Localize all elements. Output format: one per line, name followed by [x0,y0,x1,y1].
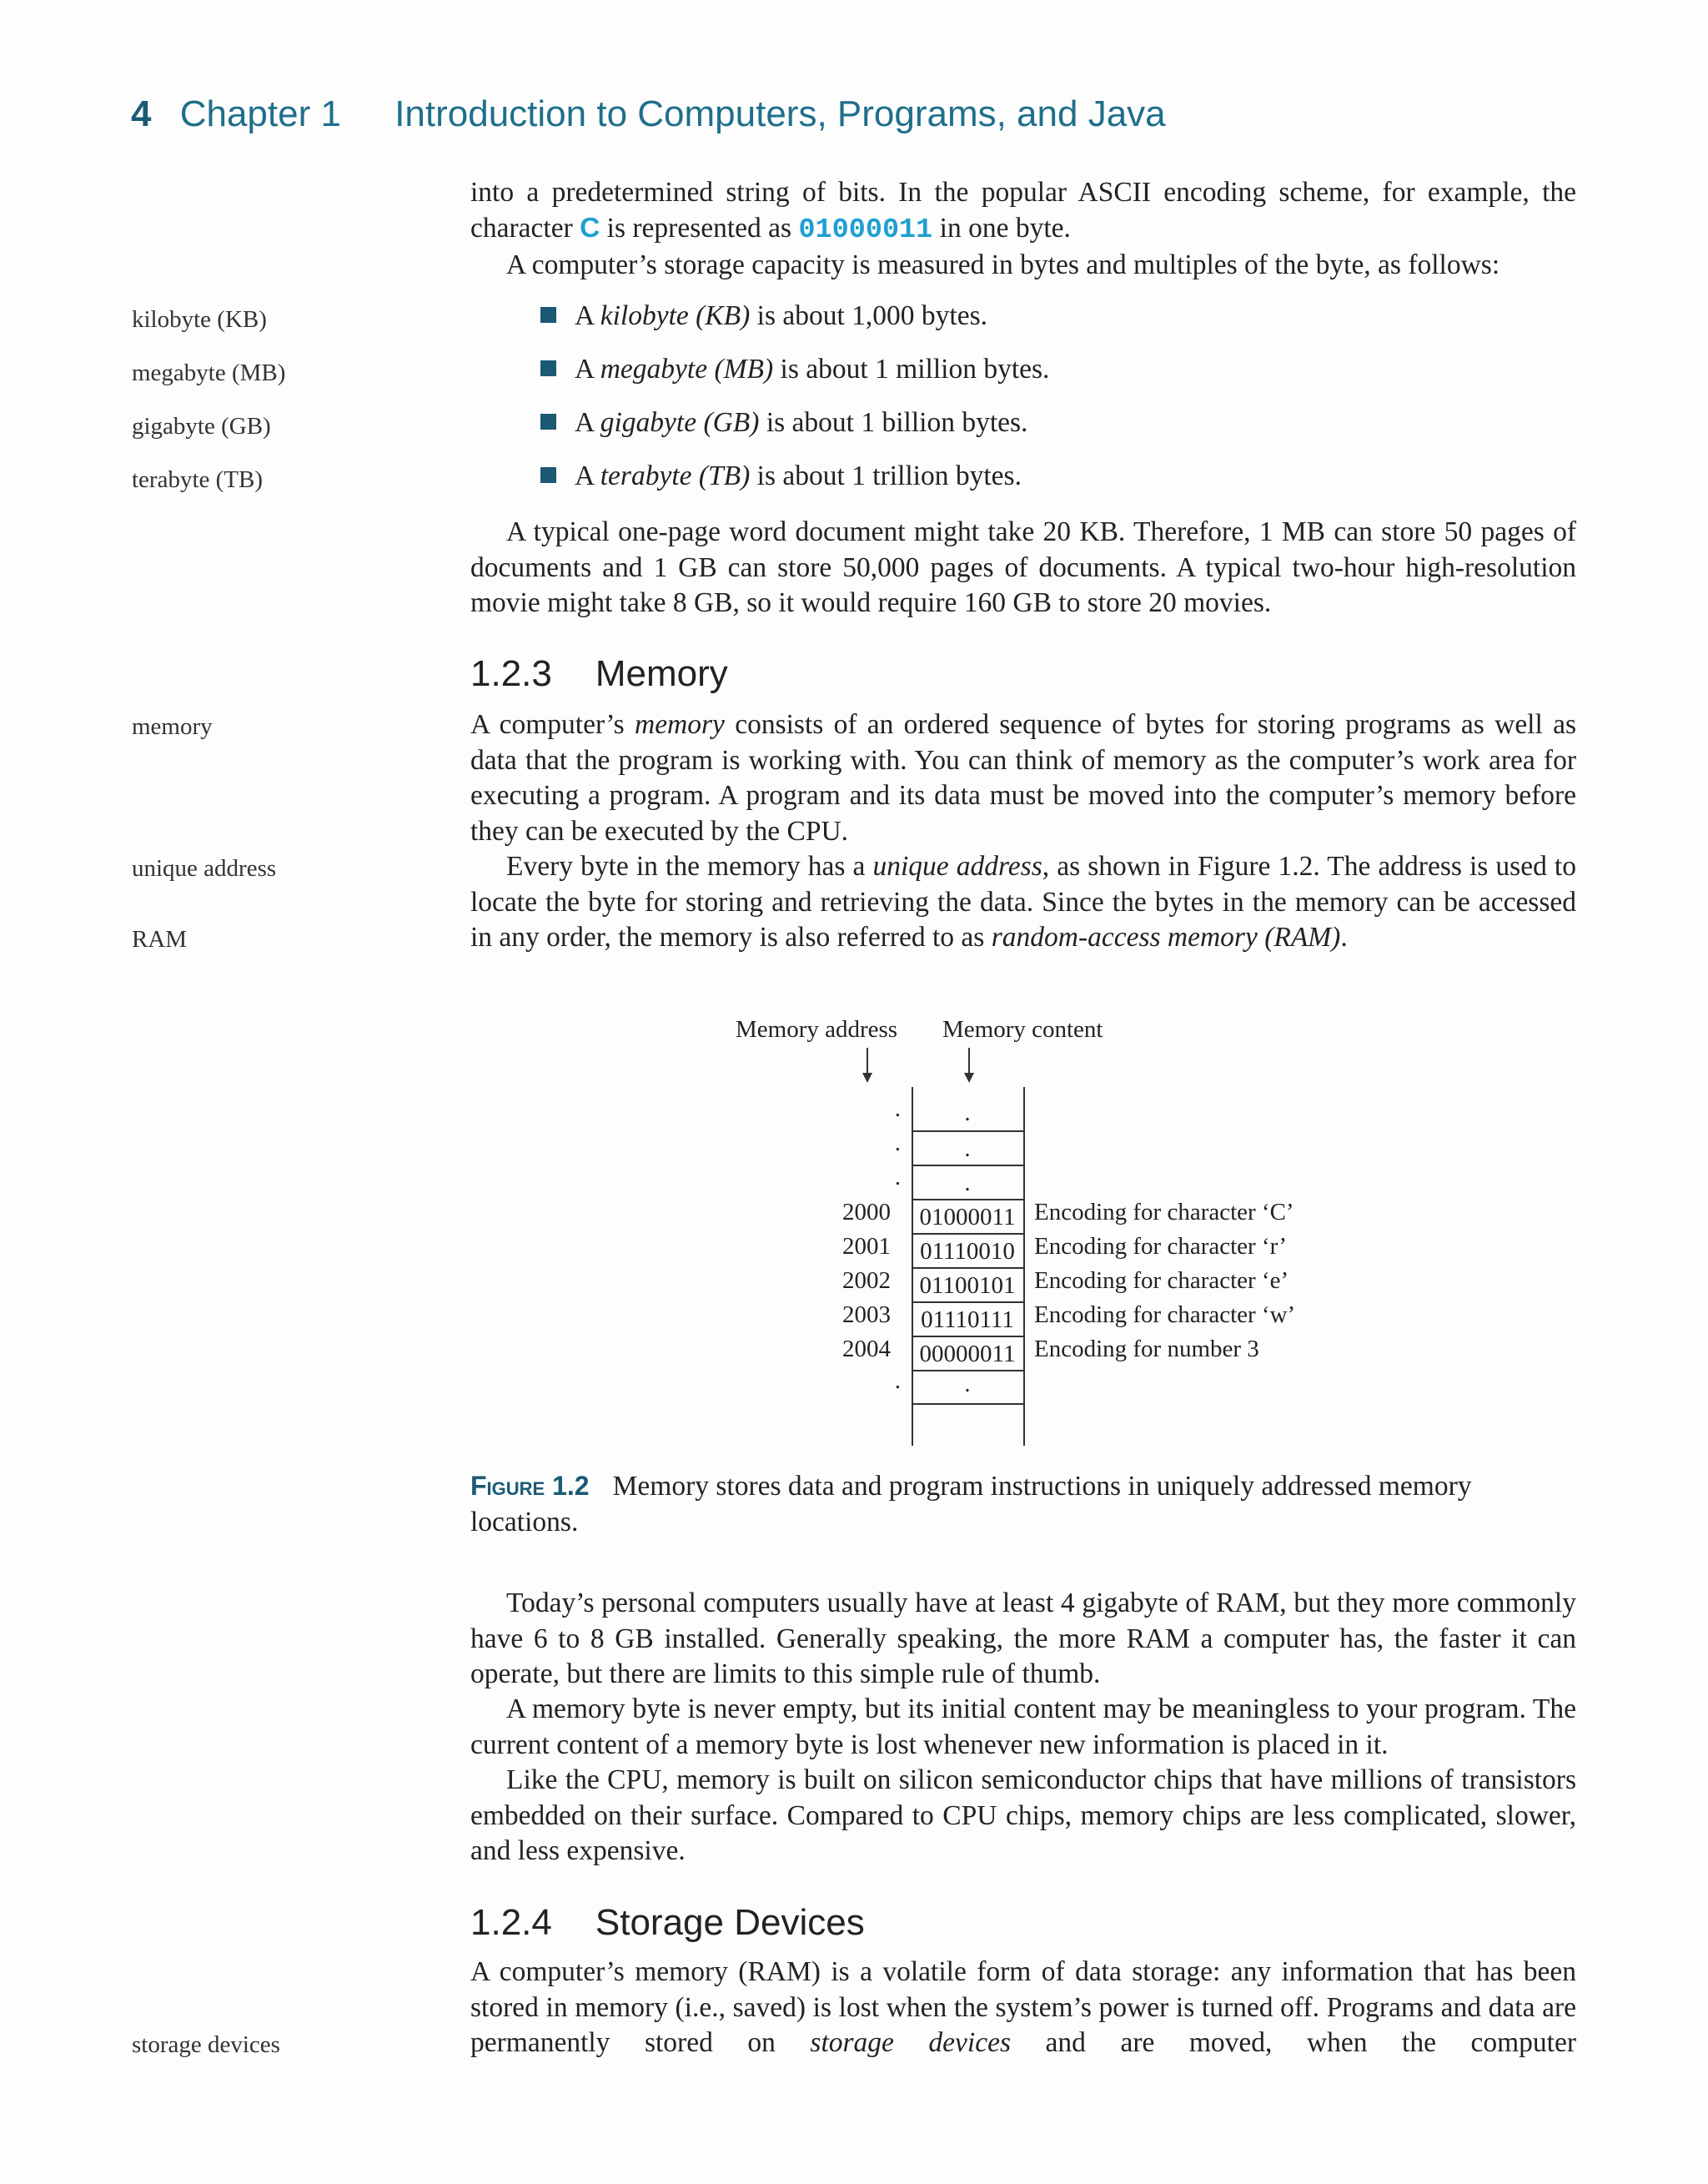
intro-line-3: A computer’s storage capacity is measured in bytes and multiples of the byte, as follows: [506,249,1500,280]
page-number: 4 [131,93,152,134]
address-ellipsis: . [894,1130,901,1156]
paragraph-memory-definition: A computer’s memory consists of an ordered sequence of bytes for storing programs as well as data that the program is working with. You can think of memory as the computer’s work area for executing a program. A program and its data must be moved into the computer’s memory before they can be executed by the CPU. [470,709,1576,847]
intro-paragraph [470,175,1576,284]
margin-note-memory: memory [132,713,213,740]
memory-cell-2002: 01100101 [912,1267,1023,1302]
chapter-label: Chapter 1 [179,93,341,134]
bits-code: 01000011 [798,214,933,246]
margin-note-unique-address: unique address [132,855,277,882]
bullet-square-icon [540,414,556,430]
memory-cell-2004: 00000011 [912,1336,1023,1371]
margin-note-kilobyte: kilobyte (KB) [132,306,267,333]
memory-desc-2000: Encoding for character ‘C’ [1034,1199,1294,1225]
memory-desc-2002: Encoding for character ‘e’ [1034,1267,1289,1294]
margin-note-storage-devices: storage devices [132,2031,280,2058]
memory-desc-2001: Encoding for character ‘r’ [1034,1233,1287,1260]
bullet-kilobyte: A kilobyte (KB) is about 1,000 bytes. [540,300,987,332]
margin-note-terabyte: terabyte (TB) [132,466,264,493]
label-memory-address: Memory address [736,1016,898,1043]
label-memory-content: Memory content [942,1016,1103,1043]
memory-cell-ellipsis: . [964,1100,971,1126]
memory-address-2001: 2001 [842,1233,891,1260]
paragraph-unique-address: Every byte in the memory has a unique address, as shown in Figure 1.2. The address is used to locate the byte for storing and retrieving the data. Since the bytes in the memory can be accessed in any order, the memory is also referred to as random-access memory (RAM). [470,851,1576,953]
memory-cell-2000: 01000011 [912,1199,1023,1234]
memory-address-2002: 2002 [842,1267,891,1294]
address-ellipsis: . [894,1095,901,1122]
margin-note-gigabyte: gigabyte (GB) [132,413,271,440]
bullet-megabyte: A megabyte (MB) is about 1 million bytes. [540,354,1049,385]
running-header [131,93,1166,135]
memory-address-2000: 2000 [842,1199,891,1225]
figure-number: Figure 1.2 [470,1471,590,1501]
memory-cell-2001: 01110010 [912,1233,1023,1268]
section-heading-storage-devices: 1.2.4 Storage Devices [470,1902,865,1943]
intro-line-1: into a predetermined string of bits. In the popular ASCII encoding scheme, for example, the [470,177,1576,208]
arrow-address-icon [862,1048,872,1083]
bullet-square-icon [540,307,556,323]
paragraph-typical-document: A typical one-page word document might take 20 KB. Therefore, 1 MB can store 50 pages of documents and 1 GB can store 50,000 pages of documents. A typical two-hour high-resolution movie might take 8 GB, so it would require 160 GB to store 20 movies. [470,516,1576,618]
arrow-content-icon [964,1048,974,1083]
bullet-square-icon [540,467,556,483]
memory-cell-ellipsis: . [912,1130,1023,1165]
memory-cell-2003: 01110111 [912,1301,1023,1336]
memory-cell-ellipsis: . [912,1165,1023,1200]
memory-desc-2004: Encoding for number 3 [1034,1336,1259,1362]
paragraph-todays-computers: Today’s personal computers usually have at least 4 gigabyte of RAM, but they more commonly have 6 to 8 GB installed. Generally speaking, the more RAM a computer has, the faster it can operate, but there are limits to this simple rule of thumb. [470,1588,1576,1689]
bullet-terabyte: A terabyte (TB) is about 1 trillion bytes. [540,460,1022,492]
bullet-square-icon [540,360,556,376]
char-c-code: C [580,212,600,244]
paragraph-like-cpu: Like the CPU, memory is built on silicon semiconductor chips that have millions of transistors embedded on their surface. Compared to CPU chips, memory chips are less complicated, slower, and less expensive. [470,1764,1576,1866]
memory-table-right-border [1023,1087,1025,1446]
paragraph-never-empty: A memory byte is never empty, but its initial content may be meaningless to your program. The current content of a memory byte is lost whenever new information is placed in it. [470,1693,1576,1760]
intro-line-2: character C is represented as 01000011 in one byte. [470,212,1071,246]
margin-note-megabyte: megabyte (MB) [132,360,286,386]
memory-address-2003: 2003 [842,1301,891,1328]
chapter-title: Introduction to Computers, Programs, and Java [394,93,1166,134]
memory-cell-empty [912,1403,1023,1438]
margin-note-ram: RAM [132,926,188,953]
address-ellipsis: . [894,1367,901,1394]
memory-cell-ellipsis: . [912,1370,1023,1403]
address-ellipsis: . [894,1164,901,1190]
bullet-gigabyte: A gigabyte (GB) is about 1 billion bytes. [540,407,1027,439]
figure-caption-text: Memory stores data and program instructions in uniquely addressed memory locations. [470,1471,1472,1537]
section-heading-memory: 1.2.3 Memory [470,653,728,694]
figure-caption [470,1468,1576,1540]
memory-desc-2003: Encoding for character ‘w’ [1034,1301,1296,1328]
memory-address-2004: 2004 [842,1336,891,1362]
paragraph-storage-devices: A computer’s memory (RAM) is a volatile form of data storage: any information that has been stored in memory (i.e., saved) is lost when the system’s power is turned off. Programs and data are permanently stored on storage devices and are moved, when the computer [470,1956,1577,2058]
